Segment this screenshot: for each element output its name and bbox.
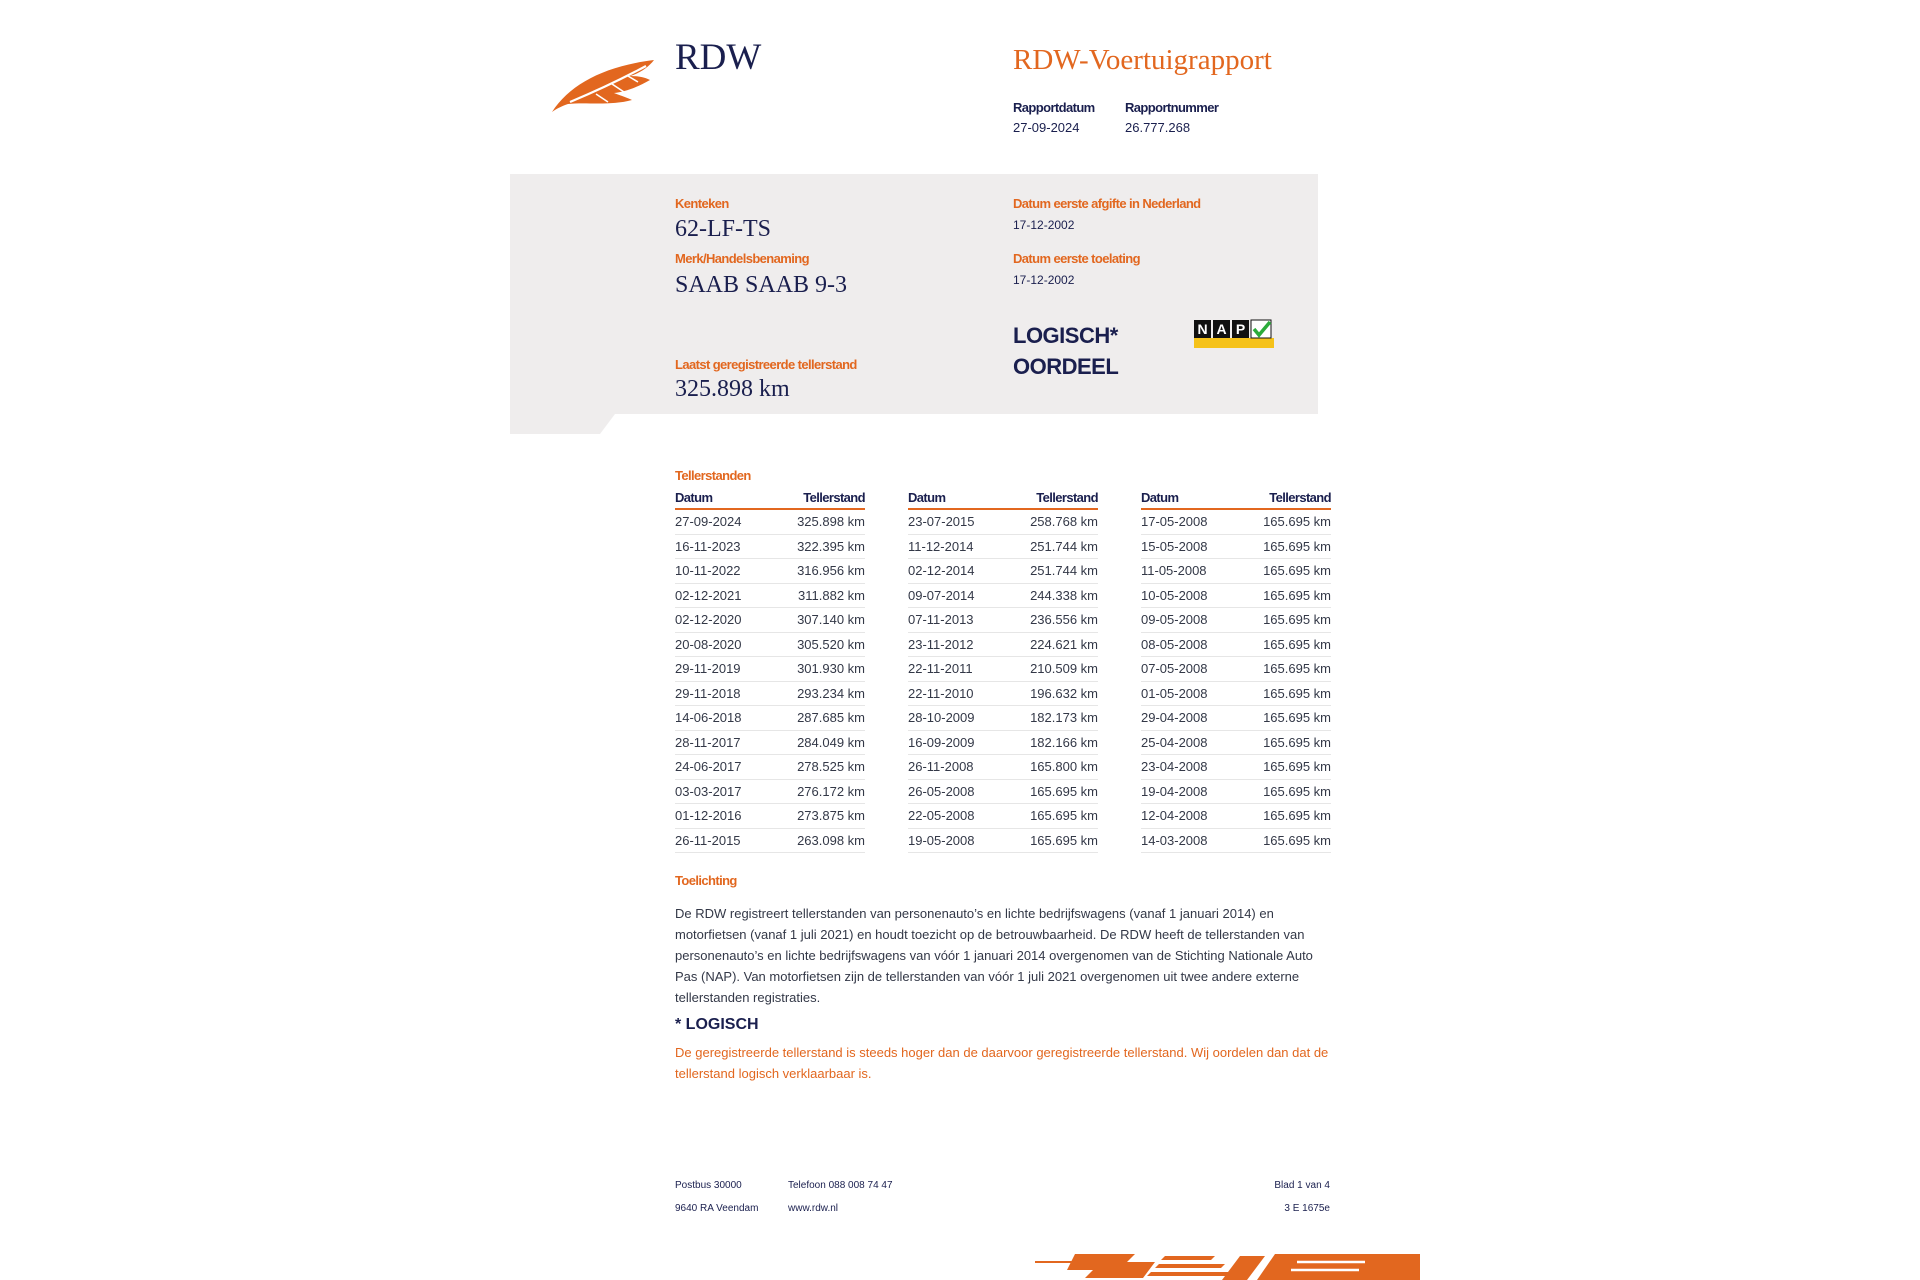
reading-row: [1141, 535, 1331, 560]
reading-row: [1141, 584, 1331, 609]
reading-date: 10-11-2022: [675, 563, 741, 578]
explanation-text: De RDW registreert tellerstanden van personenauto’s en lichte bedrijfswagens (vanaf 1 januari 2014) en motorfietsen (vanaf 1 juli 2021) en houdt toezicht op de betrouwbaarheid. De RDW heeft de tellerstanden van personenauto’s en lichte bedrijfswagens van vóór 1 januari 2014 overgenomen van de Stichting Nationale Auto Pas (NAP). Van motorfietsen zijn de tellerstanden van vóór 1 juli 2021 overgenomen uit twee andere externe tellerstanden registraties.: [675, 906, 1313, 1005]
reading-date: 10-05-2008: [1141, 587, 1208, 603]
reading-date: 02-12-2020: [675, 612, 742, 627]
first-admission-value: 17-12-2002: [1013, 273, 1075, 287]
reading-row: [1141, 657, 1331, 682]
reading-km: 165.695 km: [1263, 685, 1331, 701]
reading-row: [675, 510, 865, 535]
reading-km: 224.621 km: [1030, 636, 1098, 652]
nap-letter-n: N: [1197, 321, 1208, 337]
reading-date: 14-03-2008: [1141, 832, 1208, 848]
reading-km: 251.744 km: [1030, 563, 1098, 578]
mileage-value: 325.898 km: [675, 376, 790, 402]
nap-badge: [1194, 318, 1274, 348]
reading-row: [908, 829, 1098, 854]
reading-row: [675, 535, 865, 560]
plate-value: 62-LF-TS: [675, 216, 771, 242]
reading-row: [908, 804, 1098, 829]
reading-km: 258.768 km: [1030, 514, 1098, 529]
col-km-header: Tellerstand: [1269, 490, 1331, 505]
readings-title: Tellerstanden: [675, 468, 751, 483]
col-date-header: Datum: [675, 490, 713, 505]
reading-date: 20-08-2020: [675, 636, 742, 652]
reading-date: 09-07-2014: [908, 587, 975, 603]
reading-date: 07-11-2013: [908, 612, 974, 627]
reading-date: 29-11-2019: [675, 661, 741, 676]
reading-row: [908, 657, 1098, 682]
reading-km: 165.695 km: [1263, 587, 1331, 603]
col-date-header: Datum: [908, 490, 946, 505]
reading-km: 165.695 km: [1263, 538, 1331, 554]
reading-km: 165.695 km: [1263, 710, 1331, 725]
reading-date: 19-04-2008: [1141, 783, 1208, 799]
make-label: Merk/Handelsbenaming: [675, 251, 809, 266]
reading-row: [1141, 682, 1331, 707]
reading-date: 24-06-2017: [675, 759, 742, 774]
reading-row: [1141, 731, 1331, 756]
reading-row: [675, 755, 865, 780]
reading-row: [1141, 510, 1331, 535]
reading-row: [908, 535, 1098, 560]
verdict-line-1: LOGISCH*: [1013, 323, 1118, 348]
reading-date: 22-11-2010: [908, 685, 974, 701]
reading-km: 165.695 km: [1030, 783, 1098, 799]
footnote-text: De geregistreerde tellerstand is steeds hoger dan de daarvoor geregistreerde tellerstand. Wij oordelen dan dat de tellerstand logisch verklaarbaar is.: [675, 1045, 1329, 1081]
reading-date: 15-05-2008: [1141, 538, 1208, 554]
footer-code: 3 E 1675e: [1284, 1203, 1330, 1214]
reading-km: 236.556 km: [1030, 612, 1098, 627]
reading-date: 26-05-2008: [908, 783, 975, 799]
col-km-header: Tellerstand: [1036, 490, 1098, 505]
reading-km: 263.098 km: [797, 832, 865, 848]
reading-km: 165.695 km: [1263, 734, 1331, 750]
reading-row: [908, 633, 1098, 658]
reading-date: 22-11-2011: [908, 661, 973, 676]
readings-header: [675, 490, 865, 510]
reading-date: 14-06-2018: [675, 710, 742, 725]
reading-date: 01-12-2016: [675, 808, 742, 823]
footer-stripes-decoration: [1035, 1252, 1420, 1280]
nap-letter-a: A: [1216, 321, 1227, 337]
reading-row: [675, 731, 865, 756]
reading-km: 305.520 km: [797, 636, 865, 652]
reading-date: 02-12-2021: [675, 587, 742, 603]
reading-date: 27-09-2024: [675, 514, 742, 529]
reading-km: 165.695 km: [1263, 636, 1331, 652]
reading-km: 311.882 km: [798, 587, 865, 603]
reading-row: [675, 559, 865, 584]
reading-km: 182.173 km: [1030, 710, 1098, 725]
reading-km: 165.695 km: [1263, 808, 1331, 823]
report-date-label: Rapportdatum: [1013, 100, 1095, 115]
col-date-header: Datum: [1141, 490, 1179, 505]
reading-row: [675, 633, 865, 658]
reading-km: 322.395 km: [797, 538, 865, 554]
reading-date: 16-09-2009: [908, 734, 975, 750]
reading-row: [675, 804, 865, 829]
reading-row: [908, 682, 1098, 707]
readings-header: [908, 490, 1098, 510]
reading-row: [1141, 559, 1331, 584]
reading-km: 307.140 km: [797, 612, 865, 627]
reading-row: [675, 584, 865, 609]
footer-web: www.rdw.nl: [788, 1203, 839, 1214]
report-number: 26.777.268: [1125, 120, 1191, 135]
summary-panel-background: [510, 174, 1318, 434]
reading-date: 16-11-2023: [675, 538, 741, 554]
reading-row: [908, 584, 1098, 609]
reading-row: [908, 780, 1098, 805]
report-title: RDW-Voertuigrapport: [1013, 44, 1272, 76]
report-number-label: Rapportnummer: [1125, 100, 1219, 115]
reading-row: [675, 706, 865, 731]
reading-km: 165.695 km: [1263, 832, 1331, 848]
reading-row: [908, 731, 1098, 756]
readings-column-1: [675, 490, 865, 853]
reading-date: 11-05-2008: [1141, 563, 1207, 578]
reading-date: 22-05-2008: [908, 808, 975, 823]
rdw-logo-icon: [550, 58, 660, 116]
first-admission-label: Datum eerste toelating: [1013, 251, 1140, 266]
reading-date: 02-12-2014: [908, 563, 975, 578]
reading-row: [1141, 755, 1331, 780]
reading-km: 165.695 km: [1263, 661, 1331, 676]
reading-km: 210.509 km: [1030, 661, 1098, 676]
reading-km: 278.525 km: [797, 759, 865, 774]
reading-km: 165.695 km: [1263, 563, 1331, 578]
reading-row: [1141, 633, 1331, 658]
plate-label: Kenteken: [675, 196, 729, 211]
reading-date: 25-04-2008: [1141, 734, 1208, 750]
reading-date: 26-11-2008: [908, 759, 974, 774]
reading-km: 165.695 km: [1263, 612, 1331, 627]
reading-km: 165.800 km: [1030, 759, 1098, 774]
reading-date: 23-07-2015: [908, 514, 975, 529]
reading-date: 17-05-2008: [1141, 514, 1208, 529]
reading-km: 165.695 km: [1263, 759, 1331, 774]
reading-date: 19-05-2008: [908, 832, 975, 848]
footnote-title: * LOGISCH: [675, 1016, 759, 1033]
reading-km: 273.875 km: [797, 808, 865, 823]
reading-date: 01-05-2008: [1141, 685, 1208, 701]
reading-date: 29-11-2018: [675, 685, 741, 701]
reading-date: 28-10-2009: [908, 710, 975, 725]
reading-date: 09-05-2008: [1141, 612, 1208, 627]
reading-km: 301.930 km: [797, 661, 865, 676]
readings-header: [1141, 490, 1331, 510]
reading-km: 165.695 km: [1263, 514, 1331, 529]
readings-rows: [1141, 510, 1331, 853]
reading-row: [675, 780, 865, 805]
footer-city: 9640 RA Veendam: [675, 1203, 759, 1214]
reading-km: 325.898 km: [797, 514, 865, 529]
reading-date: 26-11-2015: [675, 832, 741, 848]
col-km-header: Tellerstand: [803, 490, 865, 505]
reading-date: 28-11-2017: [675, 734, 741, 750]
reading-row: [1141, 780, 1331, 805]
nap-letter-p: P: [1235, 321, 1246, 337]
footer-page: Blad 1 van 4: [1274, 1180, 1330, 1191]
mileage-label: Laatst geregistreerde tellerstand: [675, 357, 857, 372]
summary-panel: [510, 174, 1318, 434]
readings-column-3: [1141, 490, 1331, 853]
verdict-line-2: OORDEEL: [1013, 354, 1119, 379]
reading-km: 287.685 km: [797, 710, 865, 725]
reading-row: [908, 755, 1098, 780]
reading-row: [1141, 829, 1331, 854]
reading-km: 165.695 km: [1030, 808, 1098, 823]
reading-date: 07-05-2008: [1141, 661, 1208, 676]
reading-date: 23-11-2012: [908, 636, 974, 652]
first-nl-label: Datum eerste afgifte in Nederland: [1013, 196, 1201, 211]
reading-date: 29-04-2008: [1141, 710, 1208, 725]
footer-phone: Telefoon 088 008 74 47: [788, 1180, 893, 1191]
make-value: SAAB SAAB 9-3: [675, 272, 848, 298]
reading-date: 12-04-2008: [1141, 808, 1208, 823]
reading-row: [675, 829, 865, 854]
reading-km: 293.234 km: [797, 685, 865, 701]
reading-km: 182.166 km: [1030, 734, 1098, 750]
reading-row: [908, 706, 1098, 731]
verdict: [1013, 320, 1118, 382]
reading-km: 316.956 km: [797, 563, 865, 578]
reading-km: 251.744 km: [1030, 538, 1098, 554]
first-nl-value: 17-12-2002: [1013, 218, 1075, 232]
reading-row: [675, 657, 865, 682]
readings-rows: [908, 510, 1098, 853]
reading-km: 284.049 km: [797, 734, 865, 750]
reading-km: 276.172 km: [797, 783, 865, 799]
reading-row: [675, 608, 865, 633]
reading-row: [908, 510, 1098, 535]
explanation-title: Toelichting: [675, 873, 737, 888]
reading-row: [1141, 804, 1331, 829]
brand-name: RDW: [675, 37, 762, 78]
reading-row: [908, 608, 1098, 633]
reading-date: 23-04-2008: [1141, 759, 1208, 774]
reading-date: 11-12-2014: [908, 538, 974, 554]
reading-date: 08-05-2008: [1141, 636, 1208, 652]
reading-km: 196.632 km: [1030, 685, 1098, 701]
reading-row: [908, 559, 1098, 584]
reading-km: 165.695 km: [1030, 832, 1098, 848]
reading-km: 244.338 km: [1030, 587, 1098, 603]
readings-column-2: [908, 490, 1098, 853]
report-date: 27-09-2024: [1013, 120, 1080, 135]
reading-date: 03-03-2017: [675, 783, 742, 799]
footer-postbus: Postbus 30000: [675, 1180, 742, 1191]
reading-row: [1141, 608, 1331, 633]
readings-rows: [675, 510, 865, 853]
reading-km: 165.695 km: [1263, 783, 1331, 799]
reading-row: [675, 682, 865, 707]
reading-row: [1141, 706, 1331, 731]
